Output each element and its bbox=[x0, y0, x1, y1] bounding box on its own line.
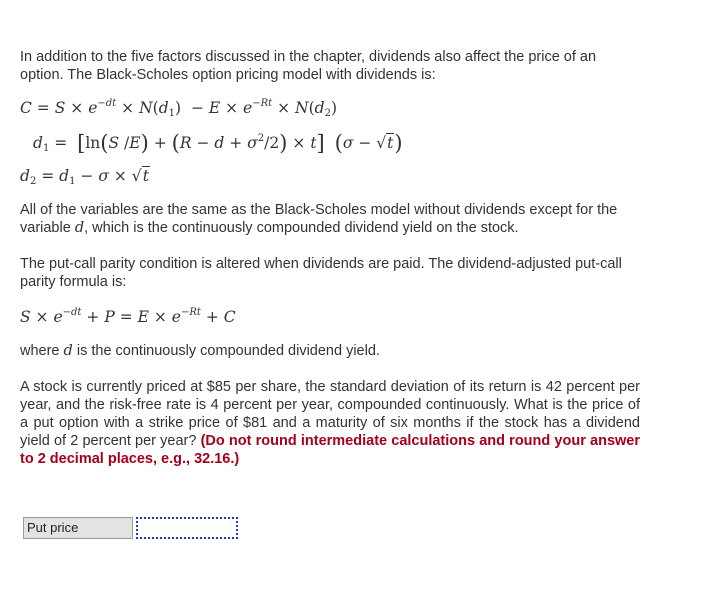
parity-paragraph: The put-call parity condition is altered when dividends are paid. The dividend-adjusted put-call parity formula is: bbox=[20, 256, 622, 290]
intro-paragraph: In addition to the five factors discussed in the chapter, dividends also affect the price of an option. The Black-Scholes option pricing model with dividends is: bbox=[20, 49, 597, 83]
d1-equation: $d_1 = [\ln(S$ $/E) + (R - d + \sigma^2/2) \times t$] (σ − √t) bbox=[33, 131, 403, 155]
where-paragraph: where d is the continuously compounded dividend yield. bbox=[20, 343, 380, 359]
put-call-parity-equation: $S \times e^{-dt} + P = E \times e^{-Rt} + C$ bbox=[20, 307, 236, 326]
call-price-equation: $C = S \times e^{-dt} \times N(d_1) - E \times e^{-Rt} \times N(d_2)$ bbox=[20, 98, 338, 119]
rounding-instruction: (Do not round intermediate calculations and round your answer to 2 decimal places, e.g., 32.16.) bbox=[20, 433, 640, 467]
same-variables-paragraph: All of the variables are the same as the Black-Scholes model without dividends except for the variable d, which is the continuously compounded dividend yield on the stock. bbox=[20, 202, 618, 236]
problem-content bbox=[20, 48, 640, 468]
put-price-label: Put price bbox=[23, 517, 133, 539]
answer-row bbox=[23, 517, 238, 539]
question-paragraph: A stock is currently priced at $85 per share, the standard deviation of its return is 42 percent per year, and the risk-free rate is 4 percent per year, compounded continuously. What is the price of a put option with a strike price of $81 and a maturity of six months if the stock has a dividend yield of 2 percent per year? (Do not round intermediate calculations and round your answer to 2 decimal places, e.g., 32.16.) bbox=[20, 379, 640, 467]
d2-equation: $d_2 = d_1 - \sigma \times √t$ bbox=[20, 167, 149, 187]
put-price-input[interactable] bbox=[136, 517, 238, 539]
